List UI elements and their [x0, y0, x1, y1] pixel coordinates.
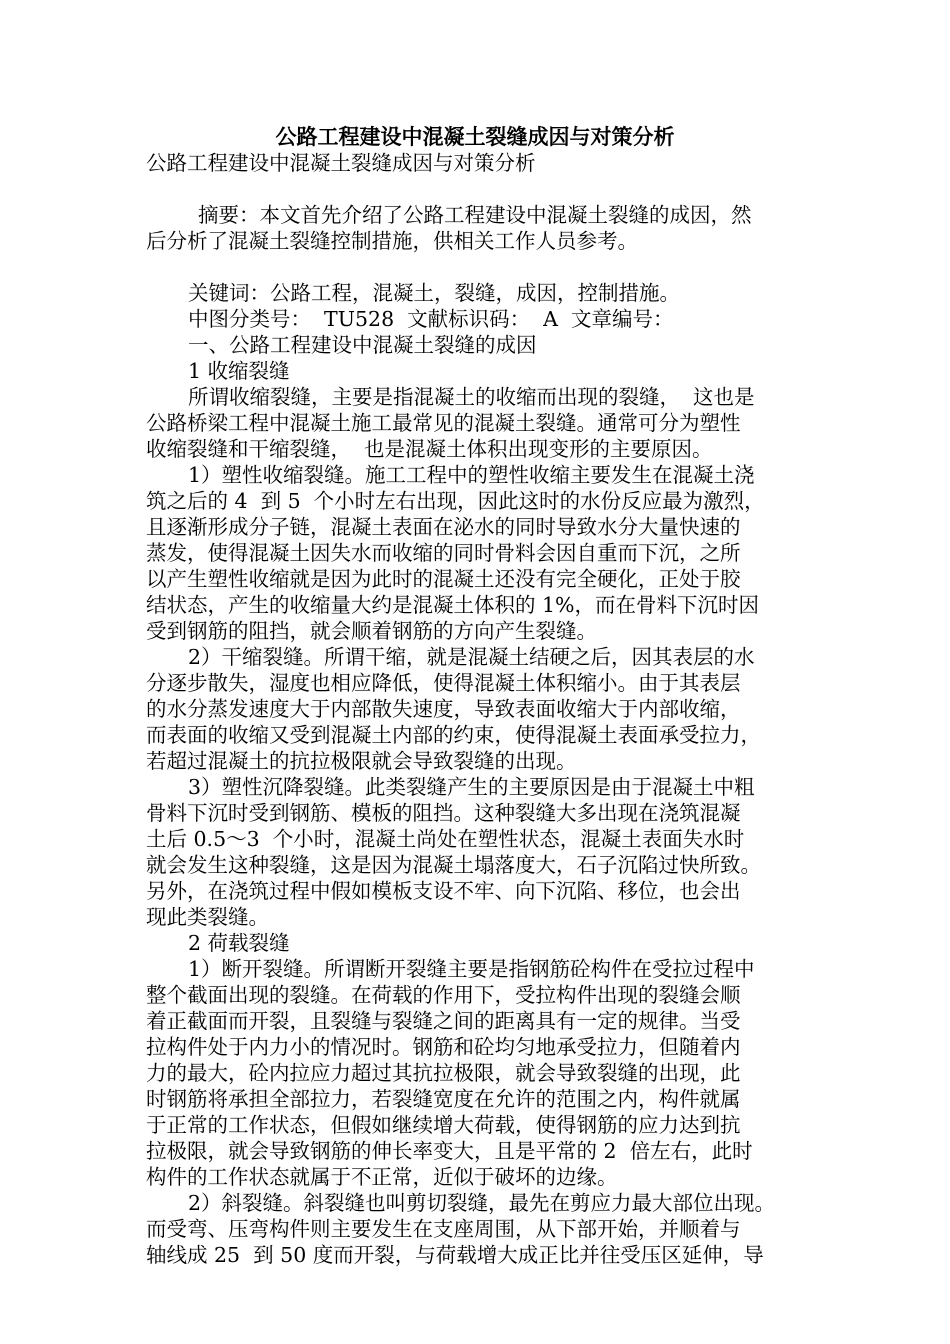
- subsection-heading: 1 收缩裂缝: [188, 359, 290, 383]
- paragraph-line: 公路桥梁工程中混凝土施工最常见的混凝土裂缝。通常可分为塑性: [146, 411, 741, 435]
- document-body: [146, 150, 806, 1268]
- paragraph-line: 分逐步散失，湿度也相应降低，使得混凝土体积缩小。由于其表层: [146, 671, 741, 695]
- paragraph-line: 时钢筋将承担全部拉力，若裂缝宽度在允许的范围之内，构件就属: [146, 1087, 741, 1111]
- break-crack-paragraph: [146, 956, 806, 1190]
- paragraph-line: 若超过混凝土的抗拉极限就会导致裂缝的出现。: [146, 749, 577, 773]
- paragraph-line: 另外，在浇筑过程中假如模板支设不牢、向下沉陷、移位，也会出: [146, 879, 741, 903]
- blank-line: [146, 254, 806, 280]
- paragraph-line: 构件的工作状态就属于不正常，近似于破坏的边缘。: [146, 1165, 618, 1189]
- paragraph-line: 现此类裂缝。: [146, 905, 269, 929]
- document-subtitle: 公路工程建设中混凝土裂缝成因与对策分析: [146, 151, 536, 175]
- section-heading: 一、公路工程建设中混凝土裂缝的成因: [188, 333, 537, 357]
- paragraph-line: 着正截面而开裂，且裂缝与裂缝之间的距离具有一定的规律。当受: [146, 1009, 741, 1033]
- paragraph-line: 结状态，产生的收缩量大约是混凝土体积的 1%，而在骨料下沉时因: [146, 593, 760, 617]
- blank-line: [146, 176, 806, 202]
- paragraph-line: 蒸发，使得混凝土因失水而收缩的同时骨料会因自重而下沉，之所: [146, 541, 741, 565]
- document-title: 公路工程建设中混凝土裂缝成因与对策分析: [275, 125, 675, 149]
- paragraph-line: 1）断开裂缝。所谓断开裂缝主要是指钢筋砼构件在受拉过程中: [188, 957, 755, 981]
- paragraph-line: 拉构件处于内力小的情况时。钢筋和砼均匀地承受拉力，但随着内: [146, 1035, 741, 1059]
- abstract-line: 后分析了混凝土裂缝控制措施，供相关工作人员参考。: [146, 229, 638, 253]
- paragraph-line: 就会发生这种裂缝，这是因为混凝土塌落度大，石子沉陷过快所致。: [146, 853, 761, 877]
- shrinkage-paragraph: [146, 384, 806, 462]
- paragraph-line: 受到钢筋的阻挡，就会顺着钢筋的方向产生裂缝。: [146, 619, 597, 643]
- paragraph-line: 且逐渐形成分子链，混凝土表面在泌水的同时导致水分大量快速的: [146, 515, 741, 539]
- paragraph-line: 2）斜裂缝。斜裂缝也叫剪切裂缝，最先在剪应力最大部位出现。: [188, 1191, 776, 1215]
- paragraph-line: 所谓收缩裂缝，主要是指混凝土的收缩而出现的裂缝， 这也是: [188, 385, 755, 409]
- paragraph-line: 于正常的工作状态，但假如继续增大荷载，使得钢筋的应力达到抗: [146, 1113, 741, 1137]
- paragraph-line: 以产生塑性收缩就是因为此时的混凝土还没有完全硬化，正处于胶: [146, 567, 741, 591]
- paragraph-line: 而表面的收缩又受到混凝土内部的约束，使得混凝土表面承受拉力，: [146, 723, 761, 747]
- paragraph-line: 3）塑性沉降裂缝。此类裂缝产生的主要原因是由于混凝土中粗: [188, 775, 755, 799]
- paragraph-line: 整个截面出现的裂缝。在荷载的作用下，受拉构件出现的裂缝会顺: [146, 983, 741, 1007]
- subsection-heading: 2 荷载裂缝: [188, 931, 290, 955]
- paragraph-line: 轴线成 25 到 50 度而开裂，与荷载增大成正比并往受压区延伸，导: [146, 1243, 764, 1267]
- paragraph-line: 而受弯、压弯构件则主要发生在支座周围，从下部开始，并顺着与: [146, 1217, 741, 1241]
- slant-crack-paragraph: [146, 1190, 806, 1268]
- paragraph-line: 收缩裂缝和干缩裂缝， 也是混凝土体积出现变形的主要原因。: [146, 437, 713, 461]
- paragraph-line: 2）干缩裂缝。所谓干缩，就是混凝土结硬之后，因其表层的水: [188, 645, 755, 669]
- dry-shrinkage-paragraph: [146, 644, 806, 774]
- plastic-shrinkage-paragraph: [146, 462, 806, 644]
- paragraph-line: 筑之后的 4 到 5 个小时左右出现，因此这时的水份反应最为激烈，: [146, 489, 765, 513]
- classification-line: 中图分类号： TU528 文献标识码： A 文章编号：: [188, 307, 674, 331]
- abstract-paragraph: [146, 202, 806, 254]
- keywords-line: 关键词：公路工程，混凝土，裂缝，成因，控制措施。: [188, 281, 680, 305]
- paragraph-line: 拉极限，就会导致钢筋的伸长率变大，且是平常的 2 倍左右，此时: [146, 1139, 753, 1163]
- paragraph-line: 骨料下沉时受到钢筋、模板的阻挡。这种裂缝大多出现在浇筑混凝: [146, 801, 741, 825]
- abstract-line: 摘要：本文首先介绍了公路工程建设中混凝土裂缝的成因，然: [198, 203, 752, 227]
- paragraph-line: 力的最大，砼内拉应力超过其抗拉极限，就会导致裂缝的出现，此: [146, 1061, 741, 1085]
- paragraph-line: 的水分蒸发速度大于内部散失速度，导致表面收缩大于内部收缩，: [146, 697, 741, 721]
- paragraph-line: 土后 0.5～3 个小时，混凝土尚处在塑性状态，混凝土表面失水时: [146, 827, 745, 851]
- paragraph-line: 1）塑性收缩裂缝。施工工程中的塑性收缩主要发生在混凝土浇: [188, 463, 755, 487]
- plastic-settlement-paragraph: [146, 774, 806, 930]
